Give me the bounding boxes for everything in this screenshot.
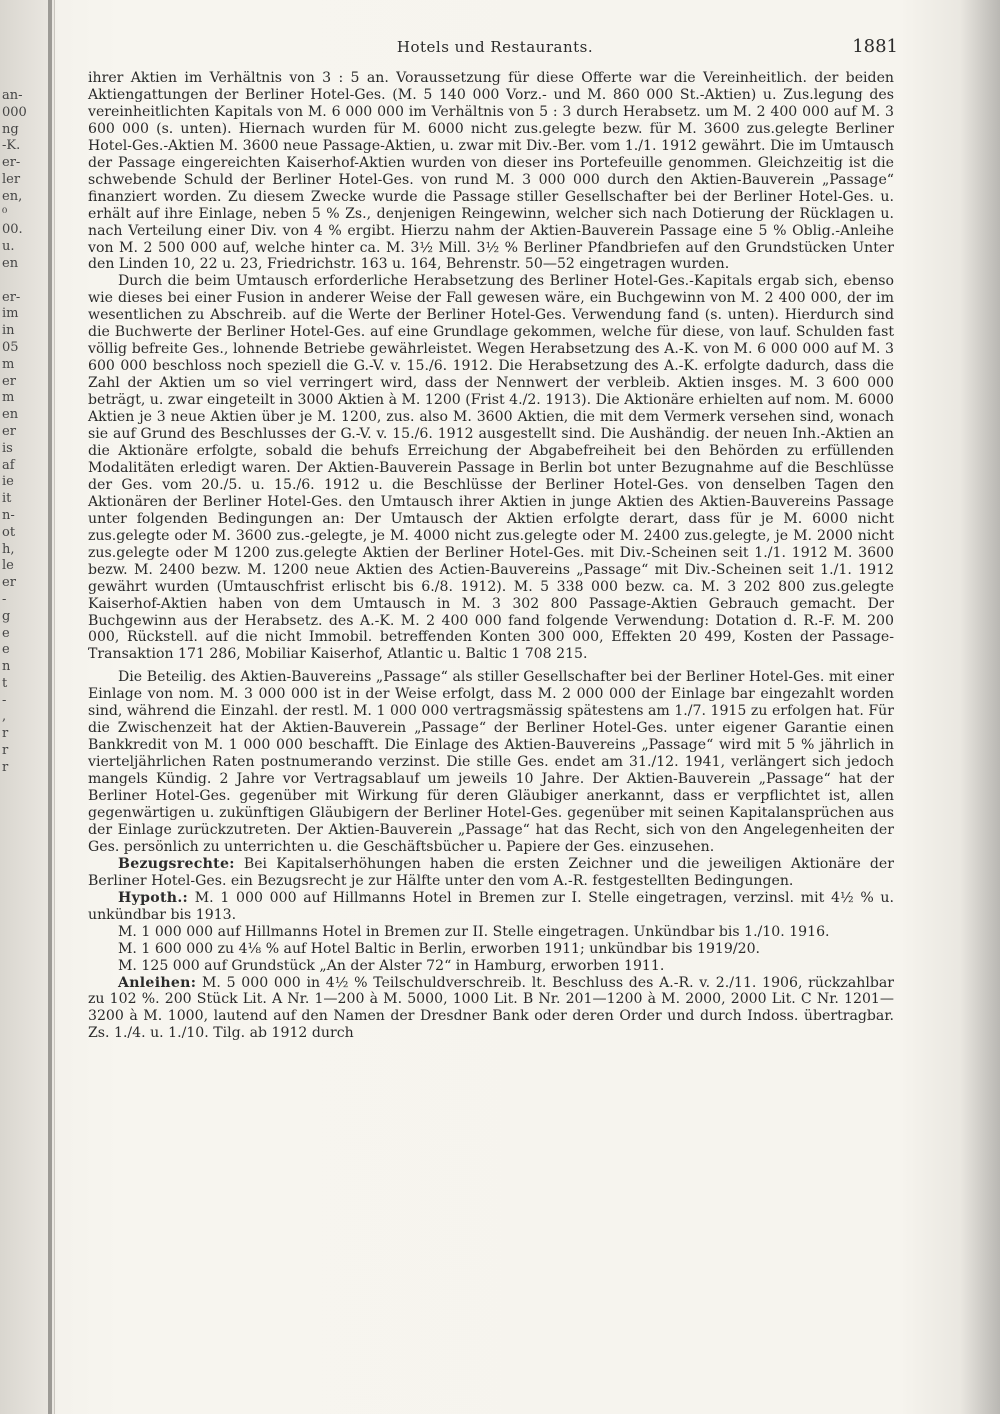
paragraph-text: Durch die beim Umtausch erforderliche Herabsetzung des Berliner Hotel-Ges.-Kapitals ergab sich, ebenso wie dieses bei einer Fusion in anderer Weise der Fall gewesen wäre, ein Buchgewinn von M. 2 400 000, der im wesentlichen zu Abschreib. auf die Werte der Berliner Hotel-Ges. Verwendung fand (s. unten). Hierdurch sind die Buchwerte der Berliner Hotel-Ges. auf eine Grundlage gekommen, welche für diese, von lauf. Schulden fast völlig befreite Ges., lohnende Betriebe gewährleistet. Wegen Herabsetzung des A.-K. von M. 6 000 000 auf M. 3 600 000 beschloss noch speziell die G.-V. v. 15./6. 1912. Die Herabsetzung des A.-K. erfolgte dadurch, dass die Zahl der Aktien um so viel verringert wird, dass der Nennwert der verbleib. Aktien insges. M. 3 600 000 beträgt, u. zwar eingeteilt in 3000 Aktien à M. 1200 (Frist 4./2. 1913). Die Aktionäre erhielten auf nom. M. 6000 Aktien je 3 neue Aktien über je M. 1200, zus. also M. 3600 Aktien, die mit dem Vermerk versehen sind, wonach sie auf Grund des Beschlusses der G.-V. v. 15./6. 1912 ausgestellt sind. Die Aushändig. der neuen Inh.-Aktien an die Aktionäre erfolgte, sobald die behufs Erreichung der Abgabefreiheit bei den Behörden zu erfüllenden Modalitäten erledigt waren. Der Aktien-Bauverein Passage in Berlin bot unter Bezugnahme auf die Beschlüsse der Ges. vom 20./5. u. 15./6. 1912 u. die Beschlüsse der Berliner Hotel-Ges. von denselben Tagen den Aktionären der Berliner Hotel-Ges. den Umtausch ihrer Aktien in junge Aktien des Aktien-Bauvereins Passage unter folgenden Bedingungen an: Der Umtausch der Aktien erfolgte derart, dass für je M. 6000 nicht zus.gelegte oder M. 3600 zus.-gelegte, je M. 4000 nicht zus.gelegte oder M. 2400 zus.gelegte, je M. 2000 nicht zus.gelegte oder M 1200 zus.gelegte Aktien der Berliner Hotel-Ges. mit Div.-Scheinen seit 1./1. 1912 M. 3600 bezw. M. 2400 bezw. M. 1200 neue Aktien des Actien-Bauvereins „Passage“ mit Div.-Scheinen seit 1./1. 1912 gewährt wurden (Umtauschfrist erlischt bis 6./8. 1912). M. 5 338 000 bezw. ca. M. 3 202 800 zus.gelegte Kaiserhof-Aktien haben von dem Umtausch in M. 3 302 800 Passage-Aktien Gebrauch gemacht. Der Buchgewinn aus der Herabsetz. des A.-K. M. 2 400 000 fand folgende Verwendung: Dotation d. R.-F. M. 200 000, Rückstell. auf die nicht Immobil. betreffenden Konten 300 000, Effekten 20 499, Kosten der Passage-Transaktion 171 286, Mobiliar Kaiserhof, Atlantic u. Baltic 1 708 215. (88, 273, 895, 663)
margin-fragment: er (2, 423, 16, 439)
margin-fragment: g (2, 608, 11, 624)
margin-fragment: en (2, 407, 19, 423)
margin-fragment: er- (2, 289, 21, 305)
margin-fragment: - (2, 591, 7, 607)
paragraph-text: M. 1 000 000 auf Hillmanns Hotel in Bremen zur II. Stelle eingetragen. Unkündbar bis 1./10. 1916. (118, 923, 830, 940)
margin-fragment: af (2, 457, 15, 473)
page-number: 1881 (852, 36, 898, 57)
paragraph-text: Die Beteilig. des Aktien-Bauvereins „Passage“ als stiller Gesellschafter bei der Berliner Hotel-Ges. mit einer Einlage von nom. M. 3 000 000 ist in der Weise erfolgt, dass M. 2 000 000 der Einlage bar eingezahlt worden sind, während die Einzahl. der restl. M. 1 000 000 vertragsmässig spätestens am 1./7. 1915 zu erfolgen hat. Für die Zwischenzeit hat der Aktien-Bauverein „Passage“ der Berliner Hotel-Ges. unter eigener Garantie einen Bankkredit von M. 1 000 000 beschafft. Die Einlage des Aktien-Bauvereins „Passage“ wird mit 5 % jährlich in vierteljährlichen Raten postnumerando verzinst. Die stille Ges. endet am 31./12. 1941, verlängert sich jedoch mangels Kündig. 2 Jahre vor Vertragsablauf um jeweils 10 Jahre. Der Aktien-Bauverein „Passage“ hat der Berliner Hotel-Ges. gegenüber mit Wirkung für deren Gläubiger anerkannt, dass er verpflichtet ist, allen gegenwärtigen u. zukünftigen Gläubigern der Berliner Hotel-Ges. gegenüber mit seinen Kapitalansprüchen aus der Einlage zurückzutreten. Der Aktien-Bauverein „Passage“ hat das Recht, sich von den Angelegenheiten der Ges. persönlich zu unterrichten u. die Geschäftsbücher u. Papiere der Ges. einzusehen. (88, 669, 894, 855)
page-edge-shadow (960, 0, 1000, 1414)
margin-fragment: r (2, 743, 9, 759)
paragraph-text: M. 5 000 000 in 4½ % Teilschuldverschreib. lt. Beschluss des A.-R. v. 2./11. 1906, rückzahlbar zu 102 %. 200 Stück Lit. A Nr. 1—200 à M. 5000, 1000 Lit. B Nr. 201—1200 à M. 2000, 2000 Lit. C Nr. 1201—3200 à M. 1000, lautend auf den Namen der Dresdner Bank oder deren Order und durch Indoss. übertragbar. Zs. 1./4. u. 1./10. Tilg. ab 1912 durch (88, 974, 894, 1042)
margin-fragment: le (2, 558, 14, 574)
margin-fragment: er (2, 575, 16, 591)
paragraph-bezugsrechte (88, 856, 894, 890)
margin-fragment: en, (2, 188, 23, 204)
paragraph-anleihen (88, 975, 894, 1043)
margin-fragment: e (2, 642, 10, 658)
margin-fragment: er (2, 373, 16, 389)
margin-fragment: m (2, 356, 15, 372)
paragraph-hypothek (88, 890, 894, 924)
paragraph (88, 669, 894, 855)
margin-fragment: in (2, 323, 15, 339)
lead-label: Anleihen: (118, 974, 197, 991)
paragraph-text: M. 125 000 auf Grundstück „An der Alster 72“ in Hamburg, erworben 1911. (118, 957, 665, 974)
margin-fragment: r (2, 759, 9, 775)
paragraph (88, 924, 894, 941)
margin-fragment: ot (2, 524, 16, 540)
margin-fragment: ler (2, 171, 21, 187)
margin-fragment (2, 273, 46, 290)
body-text (88, 70, 894, 1042)
margin-fragment: it (2, 491, 12, 507)
margin-fragment: is (2, 440, 13, 456)
margin-fragment: 000 (2, 104, 27, 120)
margin-fragment: n- (2, 507, 15, 523)
paragraph-text: M. 1 600 000 zu 4⅛ % auf Hotel Baltic in Berlin, erworben 1911; unkündbar bis 1919/20. (118, 940, 761, 957)
margin-fragment: e (2, 625, 10, 641)
lead-label: Bezugsrechte: (118, 855, 235, 872)
margin-fragment: er- (2, 155, 21, 171)
margin-fragment: u. (2, 239, 15, 255)
section-title: Hotels und Restaurants. (396, 38, 594, 56)
margin-fragment: ⁰ (2, 205, 8, 221)
paragraph-text: ihrer Aktien im Verhältnis von 3 : 5 an. Voraussetzung für diese Offerte war die Vereinheitlich. der beiden Aktiengattungen der Berliner Hotel-Ges. (M. 5 140 000 Vorz.- und M. 860 000 St.-Aktien) u. Zus.legung des vereinheitlichten Kapitals von M. 6 000 000 im Verhältnis von 5 : 3 durch Herabsetz. um M. 2 400 000 auf M. 3 600 000 (s. unten). Hiernach wurden für M. 6000 nicht zus.gelegte bezw. für M. 3600 zus.gelegte Berliner Hotel-Ges.-Aktien M. 3600 neue Passage-Aktien, u. zwar mit Div.-Ber. vom 1./1. 1912 gewährt. Die im Umtausch der Passage eingereichten Kaiserhof-Aktien wurden von dieser ins Portefeuille genommen. Gleichzeitig ist die schwebende Schuld der Berliner Hotel-Ges. von rund M. 3 000 000 durch den Aktien-Bauverein „Passage“ finanziert worden. Zu diesem Zwecke wurde die Passage stiller Gesellschafter bei der Berliner Hotel-Ges. u. erhält auf ihre Einlage, neben 5 % Zs., denjenigen Reingewinn, welcher sich nach Dotierung der Rücklagen u. nach Verteilung einer Div. von 4 % ergibt. Hierzu nahm der Aktien-Bauverein Passage eine 5 % Oblig.-Anleihe von M. 2 500 000 auf, welche hinter ca. M. 3½ Mill. 3½ % Berliner Pfandbriefen auf den Grundstücken Unter den Linden 10, 22 u. 23, Friedrichstr. 163 u. 164, Behrenstr. 50—52 eingetragen wurden. (88, 70, 894, 273)
margin-fragment: , (2, 709, 7, 725)
margin-fragment: 05 (2, 339, 19, 355)
paragraph-text: Bei Kapitalserhöhungen haben die ersten Zeichner und die jeweiligen Aktionäre der Berliner Hotel-Ges. ein Bezugsrecht je zur Hälfte unter den vom A.-R. festgestellten Bedingungen. (88, 855, 895, 889)
margin-fragment: m (2, 390, 15, 406)
margin-fragment: im (2, 306, 19, 322)
margin-fragment: -K. (2, 138, 21, 154)
margin-fragment: r (2, 726, 9, 742)
paragraph (88, 941, 894, 958)
margin-fragment: en (2, 255, 19, 271)
paragraph-text: M. 1 000 000 auf Hillmanns Hotel in Bremen zur I. Stelle eingetragen, verzinsl. mit 4½ % u. unkündbar bis 1913. (88, 889, 894, 923)
margin-fragment: an- (2, 88, 23, 103)
margin-fragment: ng (2, 121, 19, 137)
margin-fragment: - (2, 692, 7, 708)
margin-fragment: 00. (2, 222, 23, 238)
margin-fragment: n (2, 659, 11, 675)
paragraph (88, 273, 894, 663)
lead-label: Hypoth.: (118, 889, 189, 906)
paragraph (88, 70, 894, 273)
paragraph (88, 958, 894, 975)
margin-fragment: t (2, 675, 8, 691)
running-header (90, 38, 900, 60)
margin-fragment: ie (2, 474, 14, 490)
previous-page-margin (0, 0, 55, 1414)
margin-fragment: h, (2, 541, 15, 557)
margin-text-fragments (2, 88, 46, 777)
book-spine-line (48, 0, 52, 1414)
